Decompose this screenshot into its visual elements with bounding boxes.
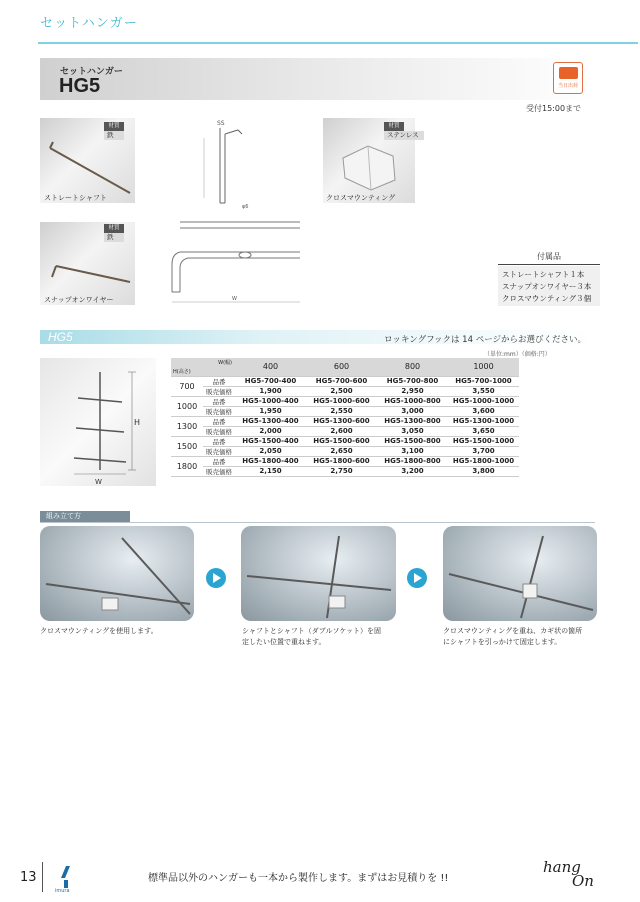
material-value: 鉄 [104,131,124,140]
title-underline [38,42,638,44]
accessory-item: スナップオンワイヤー３本 [502,282,592,291]
height-label: H [134,418,141,427]
table-corner-cell [171,358,235,376]
code-cell: HG5-1300-600 [306,416,377,426]
code-cell: HG5-700-400 [235,376,306,386]
assembly-step-1-text: クロスマウンティングを使用します。 [40,627,158,635]
hg5-diagram [40,358,156,486]
next-arrow-icon [206,568,226,588]
wire-drawing [140,214,305,306]
code-cell: HG5-1000-600 [306,396,377,406]
code-cell: HG5-700-600 [306,376,377,386]
price-cell: 2,650 [306,446,377,456]
series-label: セットハンガー [60,67,123,77]
assembly-step-3-text: クロスマウンティングを重ね、カギ状の箇所 [443,627,583,635]
height-cell: 1500 [171,436,203,456]
code-cell: HG5-1800-600 [306,456,377,466]
price-cell: 2,000 [235,426,306,436]
page-divider [42,862,43,892]
table-row [171,416,519,426]
assembly-step-2-photo [241,526,396,621]
table-row [171,426,519,436]
code-cell: HG5-1500-800 [377,436,448,446]
truck-icon [559,67,578,79]
code-cell: HG5-1300-800 [377,416,448,426]
height-cell: 1800 [171,456,203,476]
step-2-image [241,526,396,621]
material-header: 材質 [104,224,124,233]
price-cell: 3,550 [448,386,519,396]
price-cell: 2,750 [306,466,377,476]
code-cell: HG5-1800-800 [377,456,448,466]
price-cell: 3,650 [448,426,519,436]
width-header: 800 [377,358,448,376]
spec-table [171,358,519,477]
price-label: 販売価格 [203,446,235,456]
price-cell: 2,950 [377,386,448,396]
part-label: クロスマウンティング [326,194,396,202]
price-cell: 2,550 [306,406,377,416]
part-label: ストレートシャフト [44,194,107,202]
accessory-item: クロスマウンティング３個 [502,294,592,303]
price-cell: 2,050 [235,446,306,456]
width-header: 1000 [448,358,519,376]
code-cell: HG5-700-1000 [448,376,519,386]
brand-on: On [572,872,594,890]
step-1-image [40,526,194,621]
price-cell: 2,150 [235,466,306,476]
width-label: W [95,478,102,486]
code-label: 品番 [203,396,235,406]
price-cell: 3,700 [448,446,519,456]
accessories-title: 付属品 [537,252,561,261]
assembly-step-3-text-cont: にシャフトを引っかけて固定します。 [443,638,562,646]
price-label: 販売価格 [203,406,235,416]
hook-note: ロッキングフックは 14 ページからお選びください。 [384,335,587,345]
w-dimension-label: W [232,296,237,302]
price-label: 販売価格 [203,466,235,476]
table-row [171,396,519,406]
category-title: セットハンガー [40,16,138,31]
product-code: HG5 [59,75,101,97]
price-cell: 1,900 [235,386,306,396]
table-row [171,376,519,386]
units-note: （単位:mm）（価格:円） [484,351,551,358]
price-cell: 3,600 [448,406,519,416]
price-cell: 3,100 [377,446,448,456]
material-value: ステンレス [384,131,424,140]
code-cell: HG5-1800-400 [235,456,306,466]
table-row [171,386,519,396]
assembly-step-2-text: シャフトとシャフト（ダブルソケット）を固 [242,627,382,635]
table-row [171,446,519,456]
price-cell: 3,050 [377,426,448,436]
code-label: 品番 [203,416,235,426]
assembly-title: 組み立て方 [40,511,130,522]
price-cell: 1,950 [235,406,306,416]
page-number: 13 [20,870,37,885]
height-cell: 700 [171,376,203,396]
section-title: HG5 [48,330,73,344]
next-arrow-icon [407,568,427,588]
width-header: 600 [306,358,377,376]
table-row [171,456,519,466]
code-cell: HG5-1500-400 [235,436,306,446]
code-label: 品番 [203,376,235,386]
assembly-step-3-photo [443,526,597,621]
accessories-rule [498,264,600,265]
code-label: 品番 [203,456,235,466]
table-row [171,466,519,476]
part-label: スナップオンワイヤー [44,296,114,304]
height-cell: 1000 [171,396,203,416]
code-cell: HG5-1300-400 [235,416,306,426]
price-cell: 2,600 [306,426,377,436]
code-cell: HG5-1800-1000 [448,456,519,466]
price-cell: 3,200 [377,466,448,476]
order-deadline: 受付15:00まで [526,104,582,113]
same-day-label: 当日出荷 [557,83,578,89]
width-header: 400 [235,358,306,376]
code-cell: HG5-1000-400 [235,396,306,406]
corner-h-label: H(高さ) [173,368,191,375]
code-cell: HG5-700-800 [377,376,448,386]
table-row [171,436,519,446]
phi-dimension-label: φ6 [242,204,249,210]
footer-message: 標準品以外のハンガーも一本から製作します。まずはお見積りを !! [148,873,449,884]
price-label: 販売価格 [203,386,235,396]
price-label: 販売価格 [203,426,235,436]
code-cell: HG5-1300-1000 [448,416,519,426]
shaft-drawing [190,118,270,210]
corner-w-label: W(幅) [218,360,232,366]
product-header-band [40,58,595,100]
table-header-row [171,358,519,376]
code-cell: HG5-1500-1000 [448,436,519,446]
price-cell: 3,800 [448,466,519,476]
accessory-item: ストレートシャフト１本 [502,270,585,279]
height-cell: 1300 [171,416,203,436]
hg5-dimension-drawing [40,358,156,486]
brand-hang: hang [543,858,581,876]
code-label: 品番 [203,436,235,446]
assembly-step-1-photo [40,526,194,621]
table-row [171,406,519,416]
company-logo-text: imura [55,888,70,894]
step-3-image [443,526,597,621]
ss-dimension-label: SS [217,120,225,127]
material-header: 材質 [104,122,124,131]
material-value: 鉄 [104,233,124,242]
code-cell: HG5-1000-800 [377,396,448,406]
code-cell: HG5-1000-1000 [448,396,519,406]
code-cell: HG5-1500-600 [306,436,377,446]
price-cell: 3,000 [377,406,448,416]
assembly-step-2-text-cont: 定したい位置で重ねます。 [242,638,326,646]
price-cell: 2,500 [306,386,377,396]
material-header: 材質 [384,122,404,131]
assembly-rule [40,522,595,523]
